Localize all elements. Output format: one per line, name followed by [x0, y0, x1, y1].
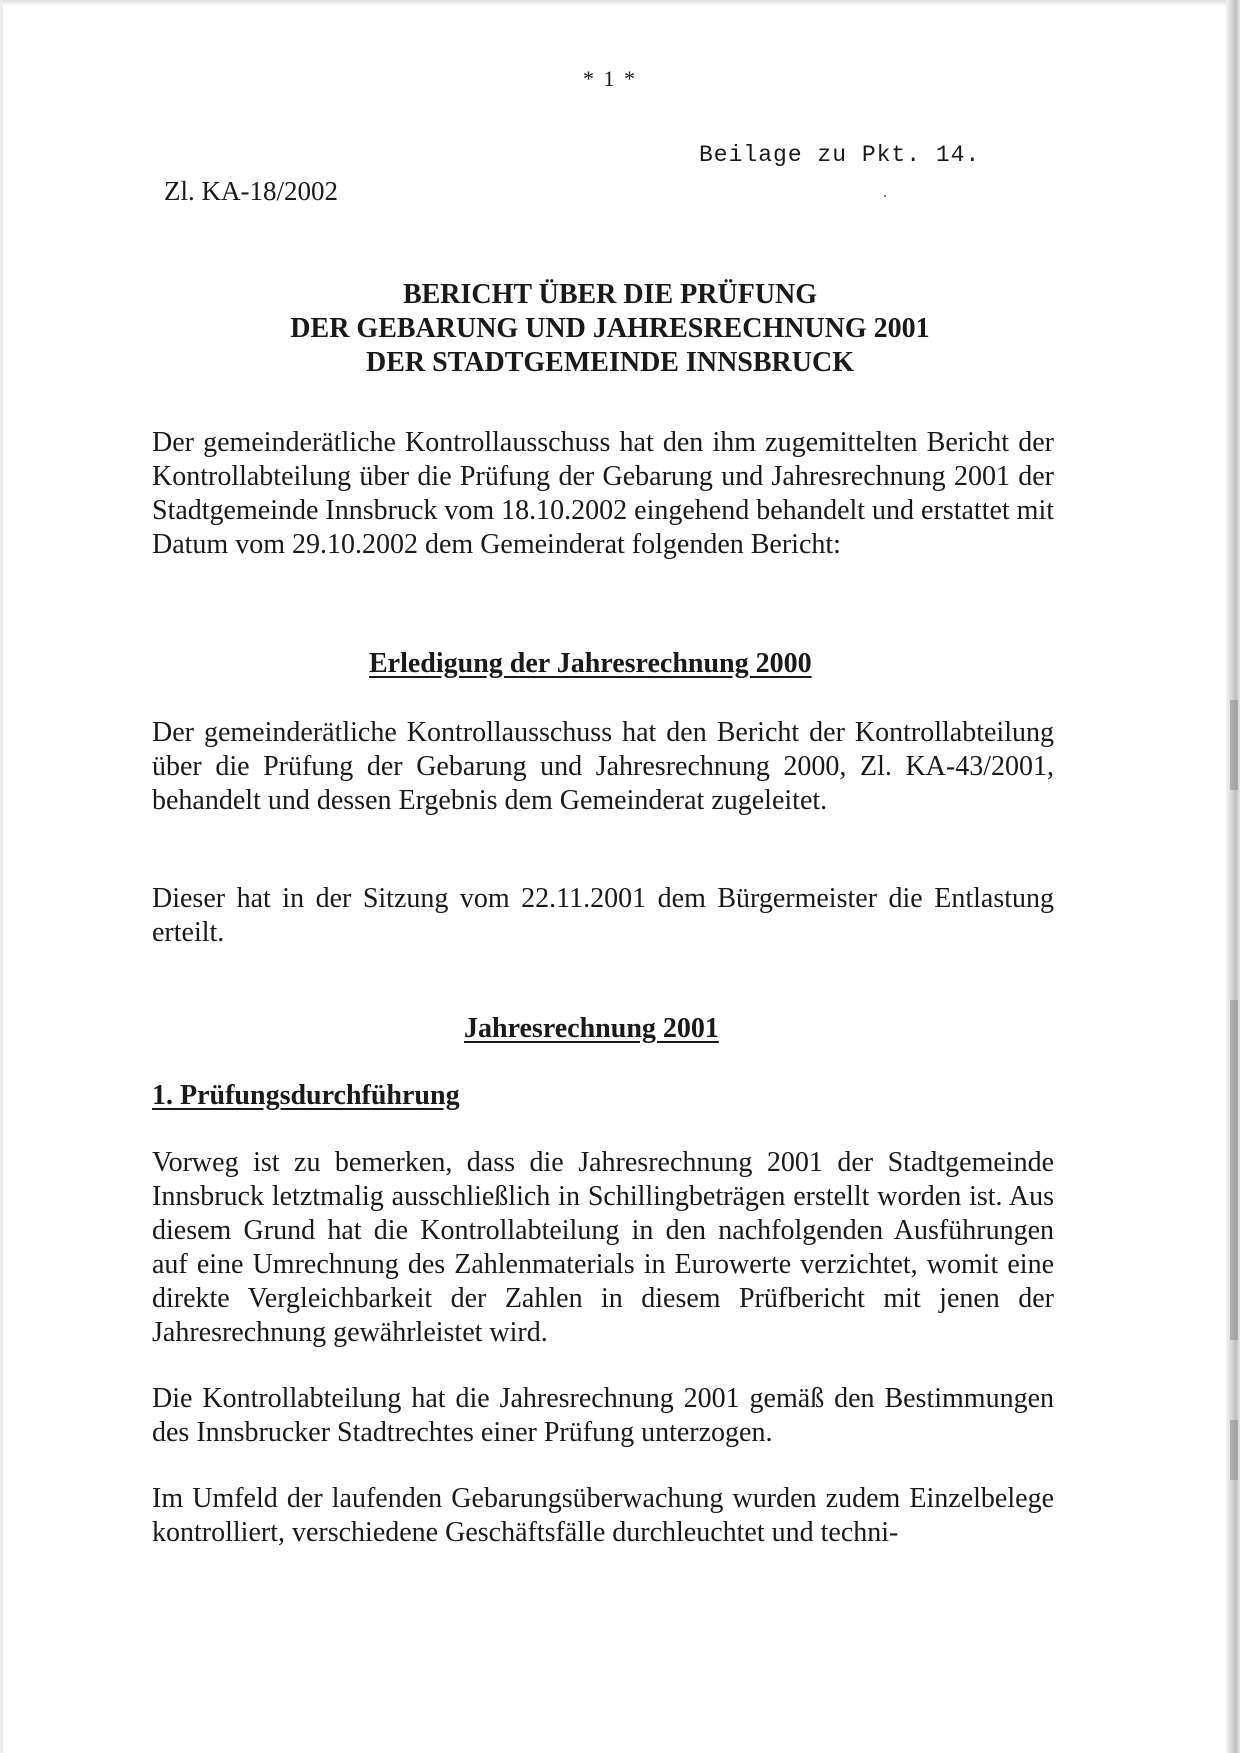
document-title: [150, 278, 1070, 380]
title-line-1: BERICHT ÜBER DIE PRÜFUNG: [402, 279, 818, 310]
scan-edge-left: [0, 0, 3, 1753]
page-number: * 1 *: [583, 66, 637, 91]
scan-edge-right: [1226, 0, 1240, 1753]
title-line-2: DER GEBARUNG UND JAHRESRECHNUNG 2001: [290, 313, 930, 344]
reference-number: Zl. KA-18/2002: [164, 176, 338, 206]
paragraph-2001-1: Vorweg ist zu bemerken, dass die Jahresrechnung 2001 der Stadtgemeinde Innsbruck letztmalig ausschließlich in Schillingbeträgen erstellt worden ist. Aus diesem Grund hat die Kontrollabteilung in den nachfolgenden Ausführungen auf eine Umrechnung des Zahlenmaterials in Eurowerte verzichtet, womit eine direkte Vergleichbarkeit der Zahlen in diesem Prüfbericht mit jenen der Jahresrechnung gewährleistet wird.: [152, 1147, 1054, 1348]
paragraph-2000-2: Dieser hat in der Sitzung vom 22.11.2001 dem Bürgermeister die Entlastung erteilt.: [152, 883, 1054, 948]
attachment-note: Beilage zu Pkt. 14.: [699, 142, 981, 168]
paragraph-2001-3: Im Umfeld der laufenden Gebarungsüberwachung wurden zudem Einzelbelege kontrolliert, verschiedene Geschäftsfälle durchleuchtet und techni-: [152, 1483, 1054, 1548]
subheading-pruefungsdurchfuehrung: 1. Prüfungsdurchführung: [152, 1080, 460, 1111]
scan-artifact: [1230, 1000, 1238, 1340]
scan-speck: [884, 195, 886, 197]
paragraph-2001-2: Die Kontrollabteilung hat die Jahresrechnung 2001 gemäß den Bestimmungen des Innsbrucker Stadtrechtes einer Prüfung unterzogen.: [152, 1383, 1054, 1448]
scan-artifact: [1230, 700, 1238, 790]
scan-artifact: [1230, 1420, 1238, 1480]
title-line-3: DER STADTGEMEINDE INNSBRUCK: [365, 347, 854, 378]
paragraph-2000-1: Der gemeinderätliche Kontrollausschuss hat den Bericht der Kontrollabteilung über die Prüfung der Gebarung und Jahresrechnung 2000, Zl. KA-43/2001, behandelt und dessen Ergebnis dem Gemeinderat zugeleitet.: [152, 717, 1054, 816]
heading-jahresrechnung-2001: Jahresrechnung 2001: [464, 1013, 719, 1044]
scan-edge-top: [0, 0, 1240, 6]
heading-erledigung-2000: Erledigung der Jahresrechnung 2000: [369, 648, 812, 679]
intro-paragraph: Der gemeinderätliche Kontrollausschuss hat den ihm zugemittelten Bericht der Kontrollabteilung über die Prüfung der Gebarung und Jahresrechnung 2001 der Stadtgemeinde Innsbruck vom 18.10.2002 eingehend behandelt und erstattet mit Datum vom 29.10.2002 dem Gemeinderat folgenden Bericht:: [152, 427, 1055, 560]
